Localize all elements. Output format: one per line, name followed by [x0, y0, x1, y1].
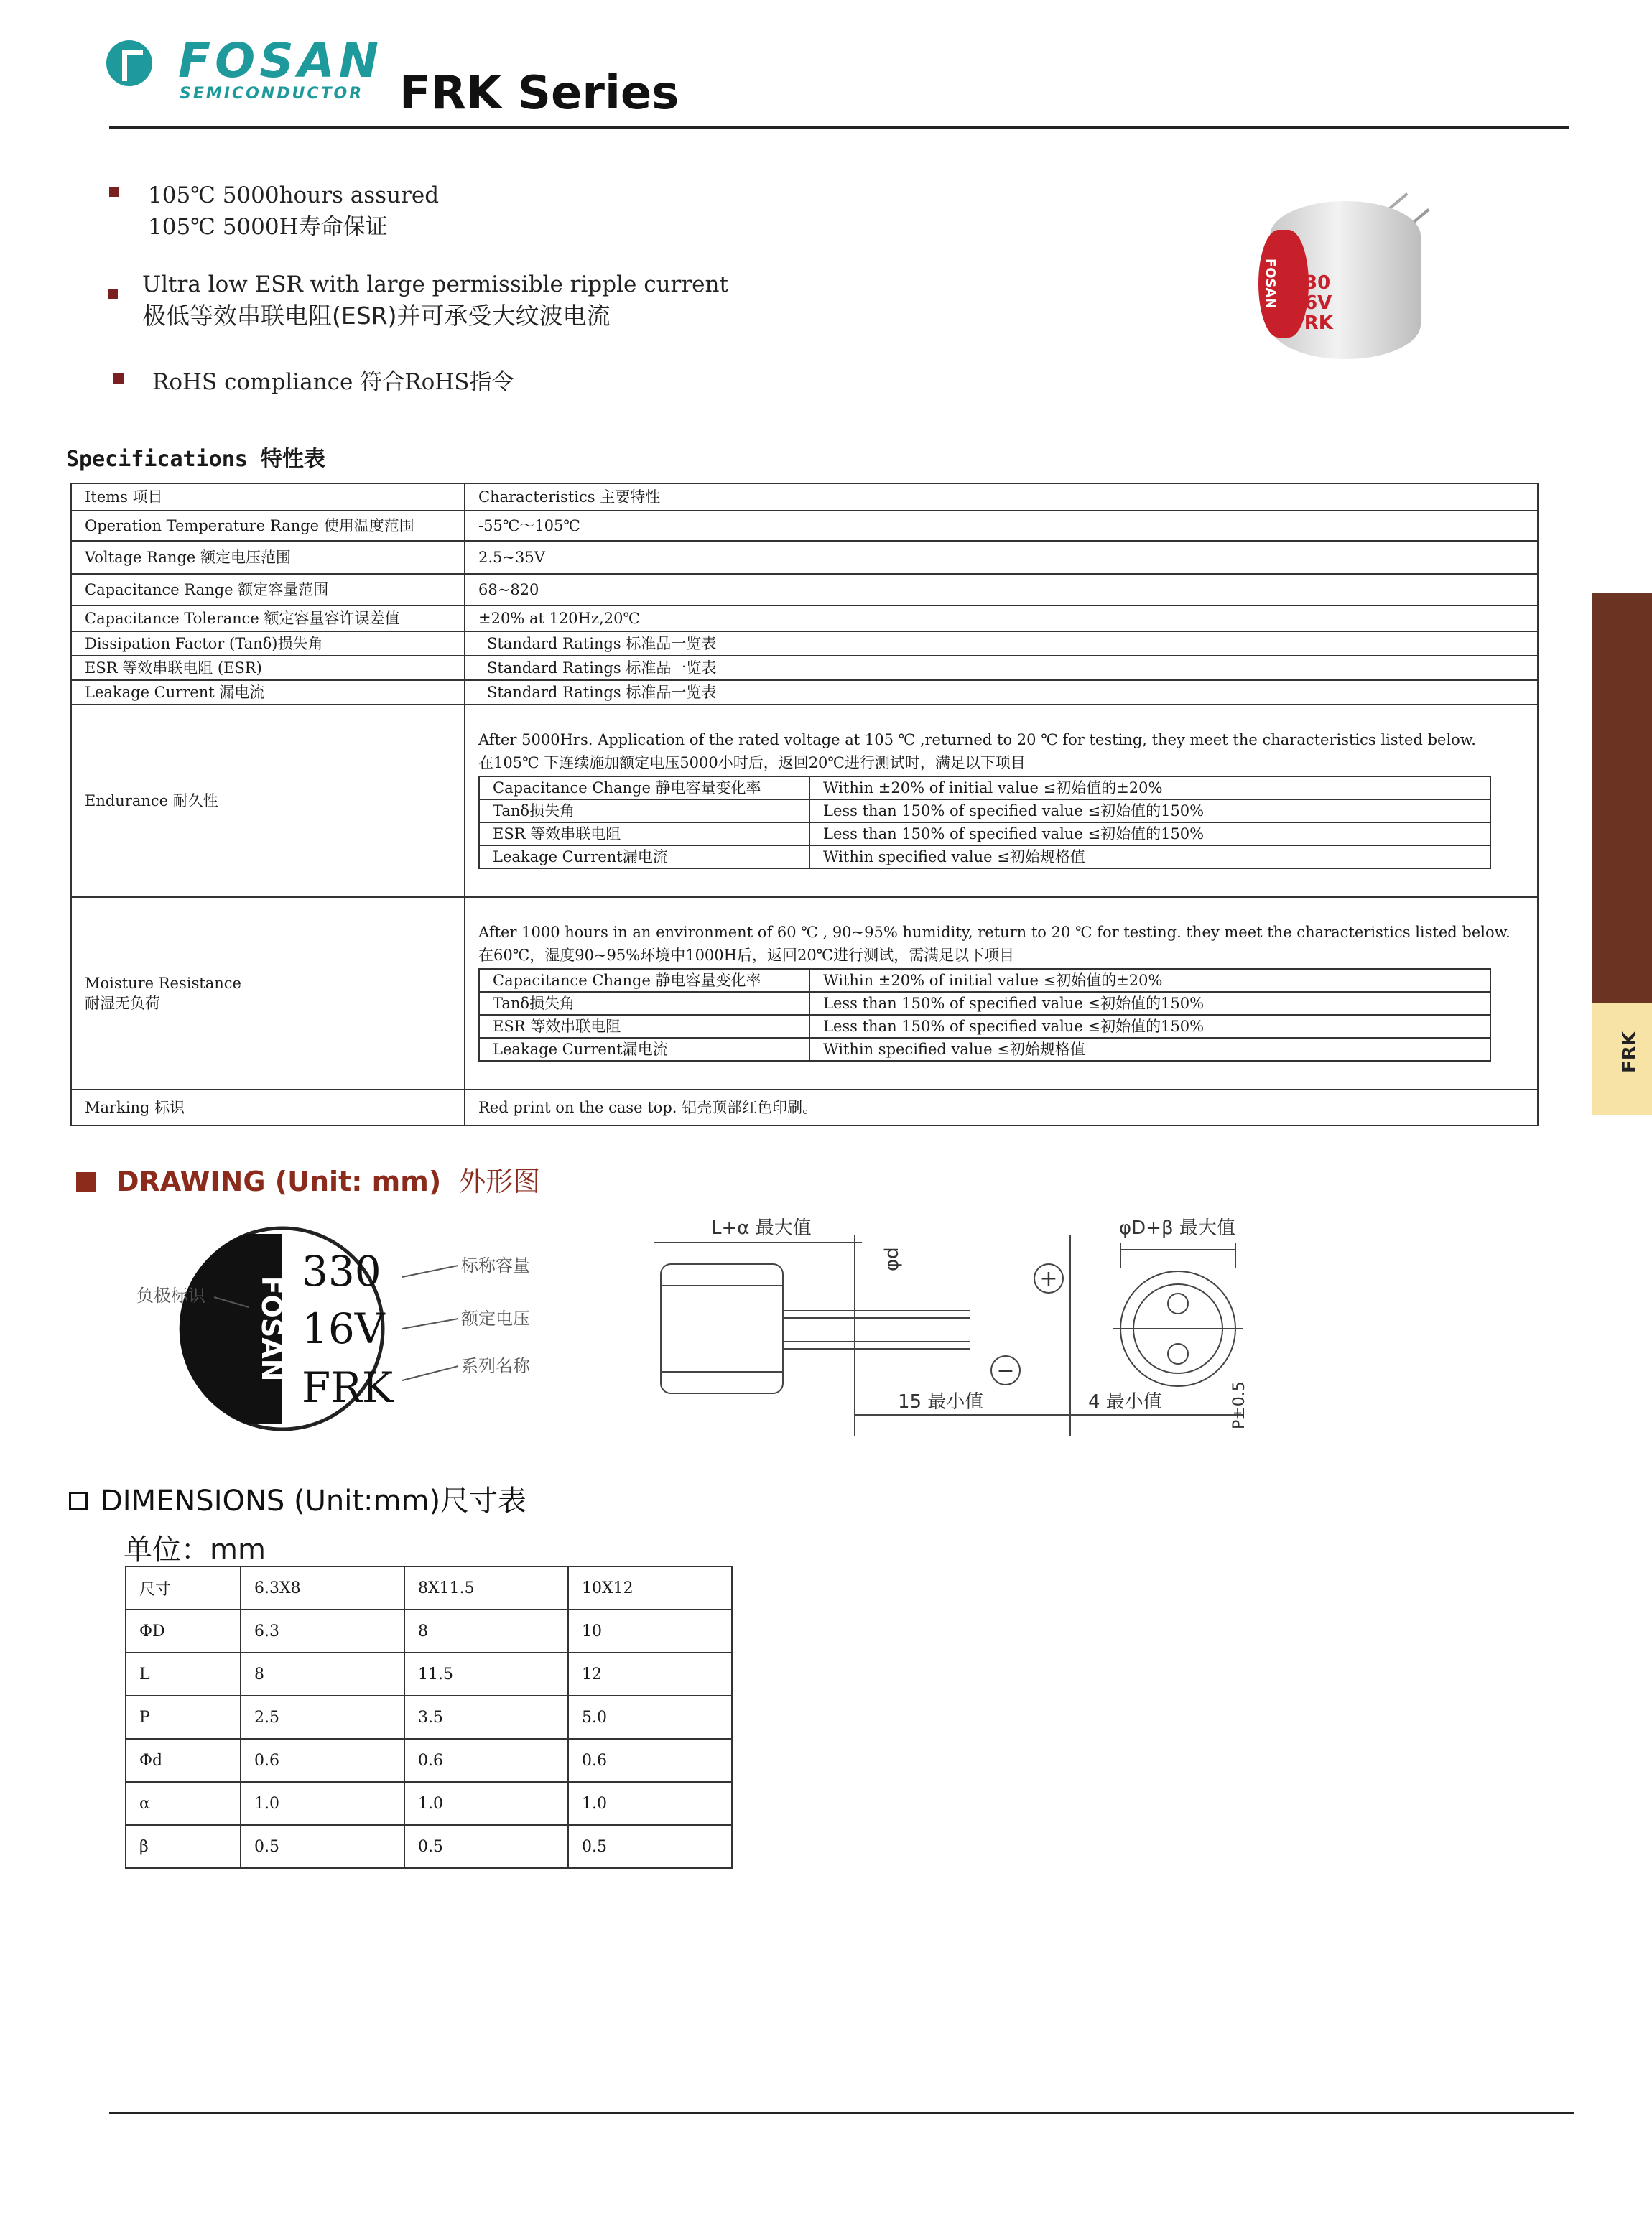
bullet-square-icon: [109, 187, 119, 197]
dim-header-cell: 10X12: [568, 1566, 732, 1610]
dim-cell: 1.0: [568, 1782, 732, 1825]
feature-2-cn: 极低等效串联电阻(ESR)并可承受大纹波电流: [142, 302, 611, 330]
pointer-line: [402, 1266, 458, 1277]
bullet-square-icon: [108, 289, 118, 299]
spec-item: Operation Temperature Range 使用温度范围: [71, 511, 465, 541]
moisture-subrow: [479, 992, 1490, 1015]
endurance-intro-en: After 5000Hrs. Application of the rated voltage at 105 ℃ ,returned to 20 ℃ for testing, they meet the characteristics listed below.: [478, 731, 1476, 748]
spec-row-endurance: [71, 705, 1538, 897]
pointer-line: [402, 1366, 458, 1380]
sub-value: Less than 150% of specified value ≤初始值的150%: [809, 992, 1490, 1015]
dim-cell: 10: [568, 1610, 732, 1653]
sub-key: Capacitance Change 静电容量变化率: [479, 776, 809, 799]
bottom-hole: [1168, 1294, 1188, 1314]
brand-subtitle: SEMICONDUCTOR: [180, 85, 364, 103]
pitch-label: P±0.5: [1230, 1381, 1248, 1429]
spec-value: -55℃～105℃: [465, 511, 1538, 541]
dim-cell: 0.5: [404, 1825, 568, 1868]
endurance-subrow: [479, 776, 1490, 799]
spec-row: [71, 541, 1538, 574]
feature-1-cn: 105℃ 5000H寿命保证: [148, 214, 388, 240]
sub-value: Less than 150% of specified value ≤初始值的150%: [809, 822, 1490, 845]
spec-row-marking: [71, 1090, 1538, 1125]
spec-table: [70, 483, 1539, 1126]
moisture-item-cn: 耐湿无负荷: [85, 995, 160, 1012]
dim-cell: 0.6: [404, 1739, 568, 1782]
feature-1-en: 105℃ 5000hours assured: [148, 182, 440, 208]
dim-cell: P: [126, 1696, 241, 1739]
pointer-line: [402, 1319, 458, 1329]
moisture-subrow: [479, 1015, 1490, 1038]
endurance-subrow: [479, 822, 1490, 845]
spec-row: [71, 605, 1538, 631]
spec-item: Voltage Range 额定电压范围: [71, 541, 465, 574]
moisture-subtable: [478, 968, 1491, 1062]
dimensions-unit: 单位：mm: [124, 1533, 266, 1566]
capacity-label: 标称容量: [461, 1255, 530, 1276]
sub-key: Leakage Current漏电流: [479, 1038, 809, 1061]
moisture-subrow: [479, 1038, 1490, 1061]
dim-row: [126, 1825, 732, 1868]
spec-row: [71, 511, 1538, 541]
dim-cell: L: [126, 1653, 241, 1696]
lead-diameter-label: φd: [881, 1247, 903, 1271]
dim-header-row: [126, 1566, 732, 1610]
length-max-label: L+α 最大值: [711, 1217, 812, 1239]
side-body: [661, 1264, 783, 1393]
spec-row: [71, 631, 1538, 656]
sub-key: Tanδ损失角: [479, 992, 809, 1015]
bottom-view: [1113, 1243, 1243, 1386]
endurance-detail: [465, 705, 1538, 897]
sub-key: Capacitance Change 静电容量变化率: [479, 969, 809, 992]
dim-header-cell: 6.3X8: [241, 1566, 404, 1610]
sub-value: Less than 150% of specified value ≤初始值的150%: [809, 799, 1490, 822]
spec-value: 2.5~35V: [465, 541, 1538, 574]
drawing-title-cn: 外形图: [458, 1166, 541, 1197]
endurance-subrow: [479, 799, 1490, 822]
endurance-intro-cn: 在105℃ 下连续施加额定电压5000小时后，返回20℃进行测试时，满足以下项目: [478, 754, 1026, 771]
moisture-subrow: [479, 969, 1490, 992]
cap-print-capacity: 330: [1291, 272, 1331, 294]
dim-row: [126, 1739, 732, 1782]
side-tab-brown: [1592, 593, 1652, 1003]
dim-row: [126, 1653, 732, 1696]
dim-cell: 5.0: [568, 1696, 732, 1739]
dimensions-title-text: DIMENSIONS (Unit:mm)尺寸表: [101, 1485, 527, 1518]
brand-name: FOSAN: [178, 33, 384, 88]
bottom-hole: [1168, 1344, 1188, 1364]
sub-value: Within specified value ≤初始规格值: [809, 845, 1490, 868]
voltage-label: 额定电压: [461, 1309, 530, 1329]
dim-cell: 1.0: [404, 1782, 568, 1825]
spec-row-moisture: [71, 897, 1538, 1090]
negative-mark-label: 负极标识: [136, 1286, 205, 1306]
top-series-text: FRK: [302, 1363, 394, 1412]
outline-drawing: [108, 1199, 1257, 1444]
sub-value: Within specified value ≤初始规格值: [809, 1038, 1490, 1061]
sub-value: Less than 150% of specified value ≤初始值的150%: [809, 1015, 1490, 1038]
plus-icon: +: [1039, 1266, 1058, 1291]
spec-value: ±20% at 120Hz,20℃: [465, 605, 1538, 631]
min-4-label: 4 最小值: [1088, 1391, 1162, 1413]
spec-value: Characteristics 主要特性: [465, 483, 1538, 511]
spec-value: Standard Ratings 标准品一览表: [465, 631, 1538, 656]
dim-cell: 2.5: [241, 1696, 404, 1739]
cap-print-series: FRK: [1291, 312, 1333, 334]
top-marking-view: [136, 1228, 531, 1429]
dim-cell: β: [126, 1825, 241, 1868]
diameter-max-label: φD+β 最大值: [1119, 1217, 1235, 1239]
spec-item-moisture: [71, 897, 465, 1090]
dim-cell: 1.0: [241, 1782, 404, 1825]
dim-cell: 0.5: [241, 1825, 404, 1868]
fosan-logo-icon: [106, 40, 152, 86]
capacitor-brand-print: FOSAN: [1263, 259, 1278, 309]
dim-header-cell: 8X11.5: [404, 1566, 568, 1610]
moisture-intro-cn: 在60℃，湿度90~95%环境中1000H后，返回20℃进行测试，需满足以下项目: [478, 947, 1015, 964]
title-square-icon: [76, 1172, 96, 1192]
top-brand-text: FOSAN: [256, 1276, 287, 1382]
dim-cell: ΦD: [126, 1610, 241, 1653]
top-voltage-text: 16V: [302, 1304, 385, 1353]
spec-row: [71, 483, 1538, 511]
minus-icon: −: [996, 1358, 1015, 1383]
capacitor-top-print: [1291, 273, 1333, 333]
capacitor-product-photo: [1256, 180, 1514, 373]
spec-value: 68~820: [465, 574, 1538, 605]
header-divider: [109, 126, 1569, 129]
spec-row: [71, 656, 1538, 680]
feature-2-en: Ultra low ESR with large permissible ripple current: [142, 271, 728, 297]
drawing-title: [76, 1159, 540, 1199]
dim-cell: 0.5: [568, 1825, 732, 1868]
moisture-item-en: Moisture Resistance: [85, 975, 241, 992]
spec-value: Red print on the case top. 铝壳顶部红色印刷。: [465, 1090, 1538, 1125]
dimensions-table: [125, 1566, 733, 1869]
dim-cell: 3.5: [404, 1696, 568, 1739]
dim-cell: Φd: [126, 1739, 241, 1782]
moisture-detail: [465, 897, 1538, 1090]
footer-divider: [109, 2112, 1574, 2114]
endurance-subrow: [479, 845, 1490, 868]
dim-cell: 8: [404, 1610, 568, 1653]
dim-row: [126, 1782, 732, 1825]
dim-row: [126, 1610, 732, 1653]
series-label: 系列名称: [461, 1356, 530, 1376]
side-tab-label: FRK: [1618, 1031, 1641, 1073]
spec-item: Marking 标识: [71, 1090, 465, 1125]
sub-value: Within ±20% of initial value ≤初始值的±20%: [809, 776, 1490, 799]
endurance-subtable: [478, 776, 1491, 869]
feature-bullet-3: [152, 366, 514, 398]
min-15-label: 15 最小值: [898, 1391, 984, 1413]
spec-item: Leakage Current 漏电流: [71, 680, 465, 705]
dim-cell: 11.5: [404, 1653, 568, 1696]
sub-key: Leakage Current漏电流: [479, 845, 809, 868]
spec-row: [71, 574, 1538, 605]
dim-cell: 12: [568, 1653, 732, 1696]
title-box-icon: [69, 1492, 88, 1510]
spec-item: Items 项目: [71, 483, 465, 511]
dim-cell: α: [126, 1782, 241, 1825]
dim-header-cell: 尺寸: [126, 1566, 241, 1610]
dim-cell: 0.6: [568, 1739, 732, 1782]
dim-cell: 8: [241, 1653, 404, 1696]
sub-value: Within ±20% of initial value ≤初始值的±20%: [809, 969, 1490, 992]
spec-row: [71, 680, 1538, 705]
dimensions-title: [69, 1478, 526, 1519]
spec-value: Standard Ratings 标准品一览表: [465, 656, 1538, 680]
feature-bullet-2: [142, 269, 728, 332]
spec-title: Specifications 特性表: [66, 447, 325, 472]
sub-key: Tanδ损失角: [479, 799, 809, 822]
sub-key: ESR 等效串联电阻: [479, 822, 809, 845]
feature-bullet-1: [148, 180, 439, 243]
dim-cell: 6.3: [241, 1610, 404, 1653]
spec-item: Endurance 耐久性: [71, 705, 465, 897]
spec-item: ESR 等效串联电阻 (ESR): [71, 656, 465, 680]
spec-item: Capacitance Tolerance 额定容量容许误差值: [71, 605, 465, 631]
top-capacity-text: 330: [302, 1247, 381, 1296]
dim-row: [126, 1696, 732, 1739]
feature-3-en: RoHS compliance 符合RoHS指令: [152, 369, 514, 395]
spec-item: Dissipation Factor (Tanδ)损失角: [71, 631, 465, 656]
bullet-square-icon: [113, 373, 124, 384]
sub-key: ESR 等效串联电阻: [479, 1015, 809, 1038]
series-title: FRK Series: [399, 67, 679, 120]
spec-value: Standard Ratings 标准品一览表: [465, 680, 1538, 705]
cap-print-voltage: 16V: [1291, 292, 1332, 314]
moisture-intro-en: After 1000 hours in an environment of 60 ℃ , 90~95% humidity, return to 20 ℃ for testing. they meet the characteristics listed below.: [478, 924, 1511, 941]
drawing-title-en: DRAWING (Unit: mm): [116, 1166, 442, 1197]
spec-item: Capacitance Range 额定容量范围: [71, 574, 465, 605]
dim-cell: 0.6: [241, 1739, 404, 1782]
